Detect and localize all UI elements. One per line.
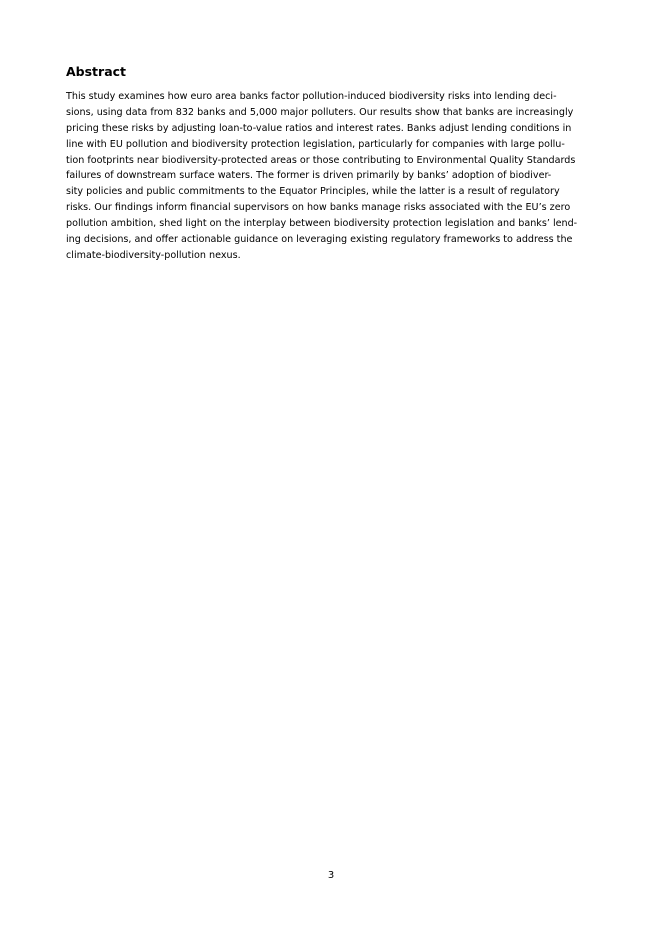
abstract-heading: Abstract — [66, 64, 127, 79]
abstract-paragraph — [66, 89, 606, 264]
page-number: 3 — [327, 870, 335, 881]
abstract-line: sions, using data from 832 banks and 5,000 major polluters. Our results show that banks are increasingly — [66, 106, 574, 118]
abstract-line: line with EU pollution and biodiversity protection legislation, particularly for companies with large pollu- — [66, 138, 565, 150]
abstract-line: pollution ambition, shed light on the interplay between biodiversity protection legislation and banks’ lend- — [66, 218, 578, 230]
abstract-line: ing decisions, and offer actionable guidance on leveraging existing regulatory frameworks to address the — [66, 234, 573, 246]
abstract-line: sity policies and public commitments to the Equator Principles, while the latter is a result of regulatory — [66, 186, 560, 198]
abstract-line: This study examines how euro area banks factor pollution-induced biodiversity risks into lending deci- — [66, 91, 557, 102]
abstract-line: pricing these risks by adjusting loan-to-value ratios and interest rates. Banks adjust lending conditions in — [66, 122, 572, 134]
abstract-line: risks. Our findings inform financial supervisors on how banks manage risks associated with the EU’s zero — [66, 202, 571, 214]
abstract-line: tion footprints near biodiversity-protected areas or those contributing to Environmental Quality Standards — [66, 154, 576, 166]
abstract-line: climate-biodiversity-pollution nexus. — [66, 249, 241, 261]
abstract-line: failures of downstream surface waters. The former is driven primarily by banks’ adoption of biodiver- — [66, 170, 552, 182]
